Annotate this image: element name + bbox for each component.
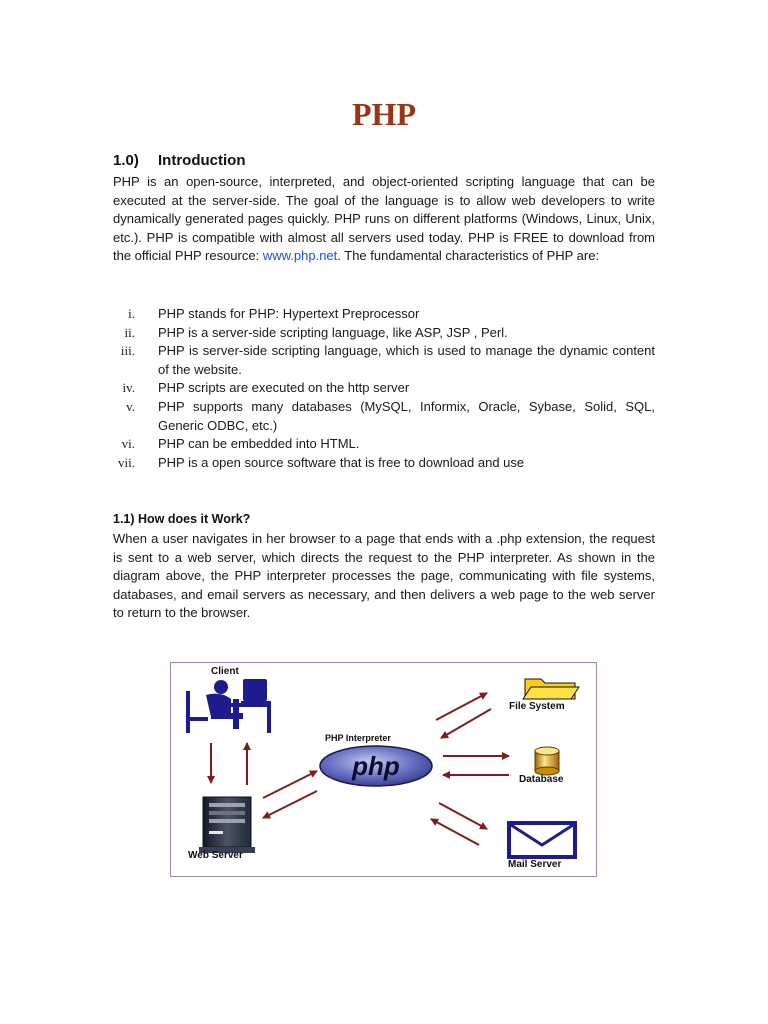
list-marker: ii. xyxy=(124,324,135,340)
list-item xyxy=(113,398,655,435)
list-marker: i. xyxy=(128,306,135,321)
list-marker: vii. xyxy=(118,454,135,470)
list-item-text: PHP is a open source software that is free to download and use xyxy=(158,454,525,470)
php-architecture-diagram xyxy=(170,662,597,877)
database-label: Database xyxy=(519,774,564,785)
list-item-text: PHP supports many databases (MySQL, Informix, Oracle, Sybase, Solid, SQL, Generic ODBC, etc.) xyxy=(158,398,655,433)
list-item xyxy=(113,454,655,473)
how-it-works-heading: 1.1) How does it Work? xyxy=(113,512,251,526)
intro-heading-number: 1.0) xyxy=(113,152,139,169)
list-marker: v. xyxy=(126,398,135,414)
list-marker: iii. xyxy=(120,343,135,359)
list-item xyxy=(113,435,655,454)
database-icon xyxy=(535,747,559,775)
folder-icon xyxy=(523,679,579,699)
mail-envelope-icon xyxy=(509,823,575,857)
php-logo-text: php xyxy=(352,751,400,781)
intro-paragraph xyxy=(113,173,655,266)
php-net-link[interactable]: www.php.net xyxy=(262,248,338,264)
characteristics-list xyxy=(113,305,655,472)
mail-to-php-arrow xyxy=(431,819,479,845)
list-marker: vi. xyxy=(121,436,135,452)
mail-server-label: Mail Server xyxy=(508,859,562,870)
web-server-icon xyxy=(199,797,255,853)
list-item-text: PHP is server-side scripting language, which is used to manage the dynamic content of the website. xyxy=(158,343,655,377)
intro-heading-text: Introduction xyxy=(158,152,246,169)
list-item xyxy=(113,305,655,324)
diagram-canvas xyxy=(171,663,598,878)
list-item xyxy=(113,342,655,379)
intro-text-start: PHP is an open-source, interpreted, and object-oriented scripting language that can be executed at the server-side. The goal of the language is to allow web developers to write dynamically generated pages quickly. PHP runs on different platforms (Windows, Linux, Unix, etc.). PHP is compatible with almost all servers used today. PHP is FREE to download from the official PHP resource: xyxy=(113,174,655,264)
intro-heading xyxy=(113,152,245,169)
list-item-text: PHP stands for PHP: Hypertext Preprocessor xyxy=(158,306,420,321)
client-label: Client xyxy=(211,666,239,677)
list-item xyxy=(113,379,655,398)
web-server-label: Web Server xyxy=(188,850,243,861)
intro-text-end: . The fundamental characteristics of PHP are: xyxy=(337,248,600,264)
list-item-text: PHP is a server-side scripting language, like ASP, JSP , Perl. xyxy=(158,324,508,340)
how-it-works-paragraph: When a user navigates in her browser to a page that ends with a .php extension, the request is sent to a web server, which directs the request to the PHP interpreter. As shown in the diagram above, the PHP interpreter processes the page, communicating with file systems, databases, and email servers as necessary, and then delivers a web page to the web server to return to the browser. xyxy=(113,531,655,621)
list-marker: iv. xyxy=(122,380,135,396)
list-item-text: PHP can be embedded into HTML. xyxy=(158,436,360,452)
list-item-text: PHP scripts are executed on the http server xyxy=(158,380,410,396)
php-to-mail-arrow xyxy=(439,803,487,829)
client-icon xyxy=(186,679,271,733)
document-title: PHP xyxy=(352,96,416,132)
file-system-label: File System xyxy=(509,701,565,712)
php-logo-icon xyxy=(320,746,432,786)
php-interpreter-label: PHP Interpreter xyxy=(325,733,391,743)
list-item xyxy=(113,324,655,343)
